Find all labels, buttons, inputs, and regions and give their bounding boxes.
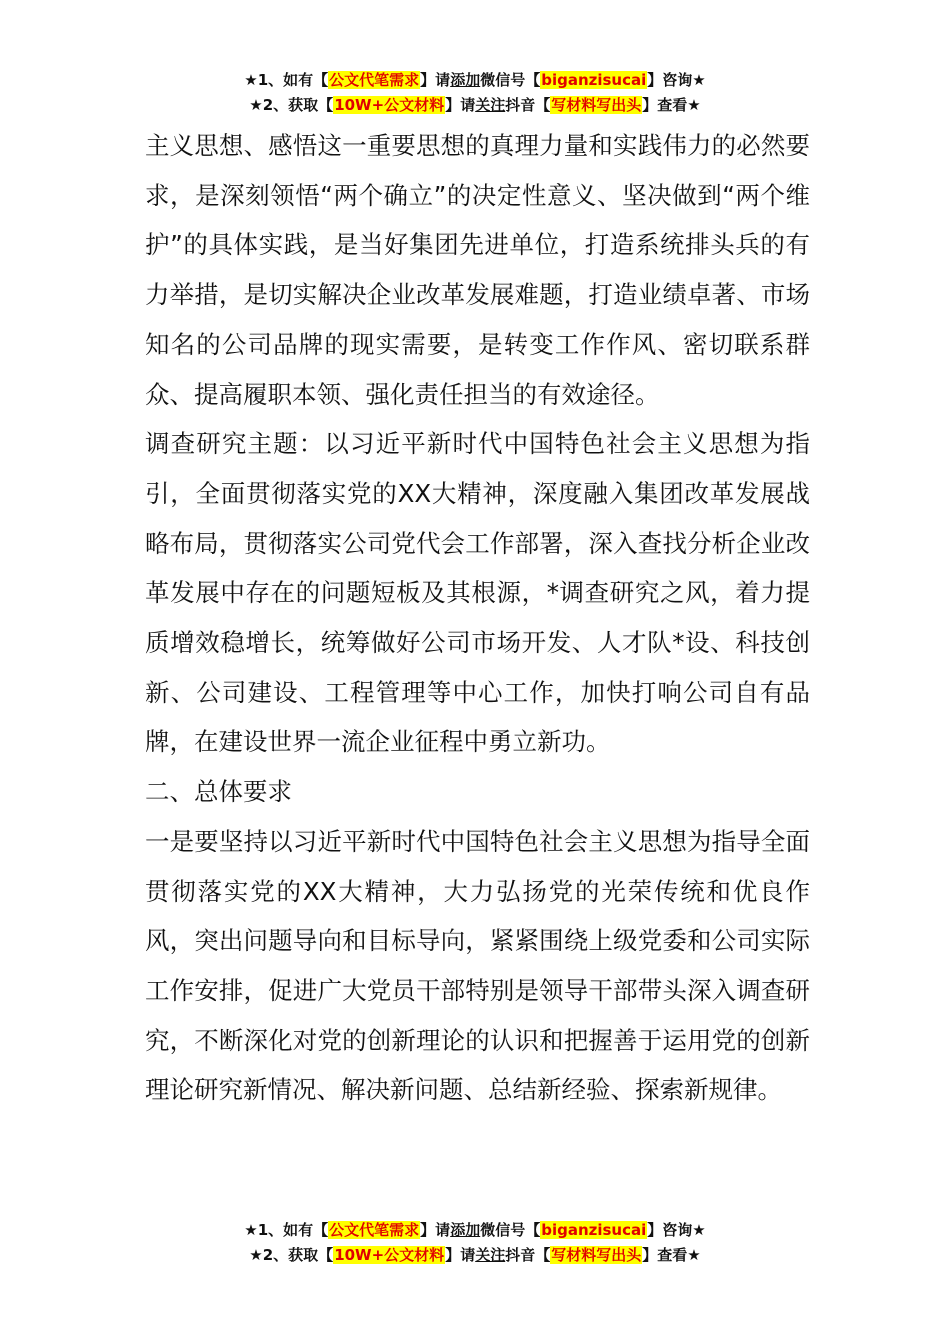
banner-text: 】咨询★ [647, 71, 706, 89]
banner-highlight: 10W+公文材料 [334, 1246, 445, 1264]
banner-text: 】咨询★ [647, 1221, 706, 1239]
banner-highlight: 写材料写出头 [551, 96, 642, 114]
banner-text: 】查看★ [642, 1246, 701, 1264]
banner-line-1 [0, 1218, 950, 1243]
banner-text: 】请 [445, 1246, 476, 1264]
banner-highlight: 公文代笔需求 [329, 1221, 420, 1239]
banner-underlined: 添加 [450, 71, 481, 89]
banner-underlined: 添加 [450, 1221, 481, 1239]
banner-highlight: biganzisucai [541, 71, 647, 89]
banner-text: 】查看★ [642, 96, 701, 114]
banner-underlined: 关注 [475, 1246, 506, 1264]
document-body [145, 121, 810, 1115]
section-heading: 二、总体要求 [145, 777, 292, 807]
banner-text: 微信号【 [480, 1221, 541, 1239]
banner-highlight: 写材料写出头 [551, 1246, 642, 1264]
banner-text: ★1、如有【 [244, 1221, 329, 1239]
paragraph: 一是要坚持以习近平新时代中国特色社会主义思想为指导全面贯彻落实党的XX大精神，大力弘扬党的光荣传统和优良作风，突出问题导向和目标导向，紧紧围绕上级党委和公司实际工作安排，促进广大党员干部特别是领导干部带头深入调查研究，不断深化对党的创新理论的认识和把握善于运用党的创新理论研究新情况、解决新问题、总结新经验、探索新规律。 [145, 826, 810, 1105]
banner-line-2 [0, 93, 950, 118]
banner-text: 抖音【 [505, 96, 551, 114]
banner-line-2 [0, 1243, 950, 1268]
paragraph: 调查研究主题：以习近平新时代中国特色社会主义思想为指引，全面贯彻落实党的XX大精神，深度融入集团改革发展战略布局，贯彻落实公司党代会工作部署，深入查找分析企业改革发展中存在的问题短板及其根源，*调查研究之风，着力提质增效稳增长，统筹做好公司市场开发、人才队*设、科技创新、公司建设、工程管理等中心工作，加快打响公司自有品牌，在建设世界一流企业征程中勇立新功。 [145, 429, 810, 757]
banner-underlined: 关注 [475, 96, 506, 114]
banner-text: 】请 [420, 1221, 451, 1239]
header-banner [0, 68, 950, 118]
paragraph: 主义思想、感悟这一重要思想的真理力量和实践伟力的必然要求，是深刻领悟“两个确立”的决定性意义、坚决做到“两个维护”的具体实践，是当好集团先进单位，打造系统排头兵的有力举措，是切实解决企业改革发展难题，打造业绩卓著、市场知名的公司品牌的现实需要，是转变工作作风、密切联系群众、提高履职本领、强化责任担当的有效途径。 [145, 131, 810, 409]
banner-text: 微信号【 [480, 71, 541, 89]
banner-highlight: 公文代笔需求 [329, 71, 420, 89]
banner-text: ★2、获取【 [249, 1246, 334, 1264]
banner-text: ★1、如有【 [244, 71, 329, 89]
footer-banner [0, 1218, 950, 1268]
banner-highlight: 10W+公文材料 [334, 96, 445, 114]
banner-text: 抖音【 [505, 1246, 551, 1264]
banner-text: 】请 [445, 96, 476, 114]
banner-text: 】请 [420, 71, 451, 89]
banner-text: ★2、获取【 [249, 96, 334, 114]
banner-line-1 [0, 68, 950, 93]
banner-highlight: biganzisucai [541, 1221, 647, 1239]
